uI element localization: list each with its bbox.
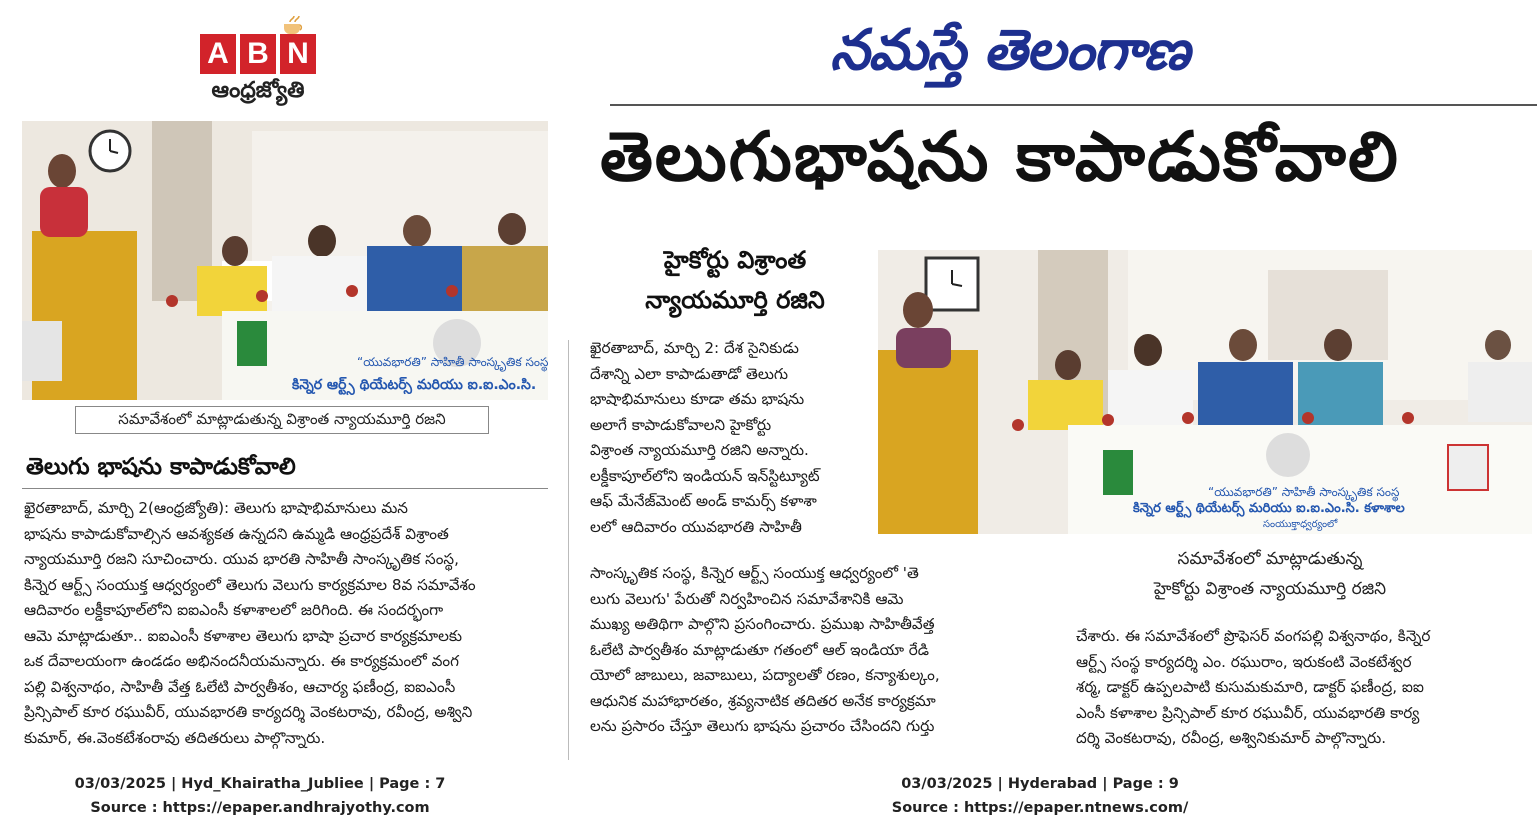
left-photo-caption: సమావేశంలో మాట్లాడుతున్న విశ్రాంత న్యాయమూర్తి రజని (75, 406, 489, 434)
right-subheadline (610, 240, 860, 320)
right-article-body-col2 (590, 561, 1050, 740)
left-headline-rule (22, 488, 548, 489)
right-article-body-col3 (1076, 624, 1528, 752)
right-caption-line2: హైకోర్టు విశ్రాంత న్యాయమూర్తి రజిని (1153, 579, 1387, 599)
right-body-line: ఖైరతాబాద్, మార్చి 2: దేశ సైనికుడు (590, 339, 799, 357)
abn-logo-subtitle: ఆంధ్రజ్యోతి (211, 78, 305, 103)
right-body-line: లుగు వెలుగు' పేరుతో నిర్వహించిన సమావేశానికి ఆమె (590, 589, 904, 608)
left-body-line: న్యాయమూర్తి రజని సూచించారు. యువ భారతి సాహితీ సాంస్కృతిక సంస్థ, (24, 550, 459, 568)
left-photo-banner-line1: “యువభారతి” సాహితీ సాంస్కృతిక సంస్థ (357, 355, 548, 369)
right-footer-date: 03/03/2025 | Hyderabad | Page : 9 (901, 776, 1179, 792)
left-body-line: ప్రిన్సిపాల్ కూర రఘువీర్, యువభారతి కార్యదర్శి వెంకటరావు, రవీంద్ర, అశ్విని (24, 703, 473, 721)
left-event-photo (22, 121, 548, 400)
right-headline: తెలుగుభాషను కాపాడుకోవాలి (600, 118, 1400, 197)
right-body-line: సాంస్కృతిక సంస్థ, కిన్నెర ఆర్ట్స్ సంయుక్త ఆధ్వర్యంలో 'తె (590, 564, 919, 582)
right-subhead-line1: హైకోర్టు విశ్రాంత (663, 246, 807, 274)
left-body-line: భాషను కాపాడుకోవాల్సిన ఆవశ్యకత ఉన్నదని ఉమ్మడి ఆంధ్రప్రదేశ్ విశ్రాంత (24, 524, 449, 543)
right-photo-banner-line2: కిన్నెర ఆర్ట్స్ థియేటర్స్ మరియు ఐ.ఐ.ఎం.సి. కళాశాల (1133, 501, 1405, 516)
right-body-line: ఎంసీ కళాశాల ప్రిన్సిపాల్ కూర రఘువీర్, యువభారతి కార్య (1076, 703, 1420, 722)
cup-icon (280, 14, 308, 34)
right-body-line: లను ప్రసారం చేస్తూ తెలుగు భాషను ప్రచారం చేసిందని గుర్తు (590, 717, 935, 735)
right-body-line: దేశాన్ని ఎలా కాపాడుతాడో తెలుగు (590, 364, 788, 383)
right-article-body-col1 (590, 336, 880, 540)
abn-andhrajyothy-logo (196, 8, 320, 104)
right-body-line: చేశారు. ఈ సమావేశంలో ప్రొఫెసర్ వంగపల్లి విశ్వనాథం, కిన్నెర (1076, 627, 1431, 645)
right-photo-banner-line1: “యువభారతి” సాహితీ సాంస్కృతిక సంస్థ (1208, 485, 1400, 499)
right-body-line: యోలో జాబులు, జవాబులు, పద్యాలతో రణం, కన్యాశుల్కం, (590, 666, 940, 684)
left-article-body (24, 496, 546, 751)
right-body-line: లక్డీకాపూల్‌లోని ఇండియన్ ఇన్‌స్టిట్యూట్ (590, 466, 820, 485)
right-body-line: శర్మ, డాక్టర్ ఉప్పలపాటి కుసుమకుమారి, డాక్టర్ ఫణీంద్ర, ఐఐ (1076, 678, 1424, 696)
right-body-line: అలాగే కాపాడుకోవాలని హైకోర్టు (590, 415, 772, 434)
left-headline: తెలుగు భాషను కాపాడుకోవాలి (26, 454, 296, 480)
right-body-line: ఆఫ్ మేనేజ్‌మెంట్ అండ్ కామర్స్ కళాశా (590, 492, 817, 510)
left-footer-source: Source : https://epaper.andhrajyothy.com (90, 800, 430, 816)
right-subhead-line2: న్యాయమూర్తి రజిని (645, 286, 825, 314)
abn-letter-n: N (280, 34, 316, 74)
left-body-line: ఒక దేవాలయంగా ఉండడం అభినందనీయమన్నారు. ఈ కార్యక్రమంలో వంగ (24, 652, 459, 670)
right-body-line: ఓలేటి పార్వతీశం మాట్లాడుతూ గతంలో ఆల్ ఇండియా రేడి (590, 640, 930, 659)
right-body-line: విశ్రాంత న్యాయమూర్తి రజిని అన్నారు. (590, 441, 809, 459)
right-source-footer (840, 772, 1240, 820)
abn-letters (200, 34, 316, 74)
left-body-line: కుమార్, ఈ.వెంకటేశంరావు తదితరులు పాల్గొన్నారు. (24, 728, 326, 747)
right-body-line: లలో ఆదివారం యువభారతి సాహితీ (590, 517, 802, 536)
left-body-line: కిన్నెర ఆర్ట్స్ సంయుక్త ఆధ్వర్యంలో తెలుగు వెలుగు కార్యక్రమాల 8వ సమావేశం (24, 575, 476, 594)
left-footer-date: 03/03/2025 | Hyd_Khairatha_Jubliee | Page : 7 (74, 776, 446, 792)
right-footer-source: Source : https://epaper.ntnews.com/ (891, 800, 1189, 816)
right-event-photo (878, 250, 1532, 534)
left-photo-banner-line2: కిన్నెర ఆర్ట్స్ థియేటర్స్ మరియు ఐ.ఐ.ఎం.సి. (292, 377, 537, 393)
right-body-line: ఆర్ట్స్ సంస్థ కార్యదర్శి ఎం. రఘురాం, ఇరుకంటి వెంకటేశ్వర (1076, 652, 1412, 671)
left-body-line: ఆదివారం లక్డీకాపూల్‌లోని ఐఐఎంసీ కళాశాలలో జరిగింది. ఈ సందర్భంగా (24, 601, 444, 619)
column-divider (568, 340, 569, 760)
masthead-rule (610, 104, 1537, 106)
namaste-telangana-masthead: నమస్తే తెలంగాణ (830, 18, 1189, 83)
abn-letter-b: B (240, 34, 276, 74)
abn-letter-a: A (200, 34, 236, 74)
right-body-line: భాషాభిమానులు కూడా తమ భాషను (590, 390, 805, 408)
right-photo-banner-line3: సంయుక్తాధ్వర్యంలో (1263, 519, 1338, 530)
left-source-footer (30, 772, 490, 820)
left-body-line: పల్లి విశ్వనాథం, సాహితీ వేత్త ఓలేటి పార్వతీశం, ఆచార్య ఫణీంద్ర, ఐఐఎంసీ (24, 677, 456, 696)
left-body-line: ఆమె మాట్లాడుతూ.. ఐఐఎంసీ కళాశాల తెలుగు భాషా ప్రచార కార్యక్రమాలకు (24, 626, 463, 645)
right-photo-caption (1080, 544, 1460, 604)
right-caption-line1: సమావేశంలో మాట్లాడుతున్న (1177, 549, 1363, 569)
right-body-line: దర్శి వెంకటరావు, రవీంద్ర, అశ్వినికుమార్ పాల్గొన్నారు. (1076, 729, 1387, 747)
right-body-line: ఆధునిక మహాభారతం, శ్రవ్యనాటిక తదితర అనేక కార్యక్రమా (590, 691, 936, 710)
left-body-line: ఖైరతాబాద్, మార్చి 2(ఆంధ్రజ్యోతి): తెలుగు భాషాభిమానులు మన (24, 499, 408, 517)
right-body-line: ముఖ్య అతిథిగా పాల్గొని ప్రసంగించారు. ప్రముఖ సాహితీవేత్త (590, 615, 935, 633)
